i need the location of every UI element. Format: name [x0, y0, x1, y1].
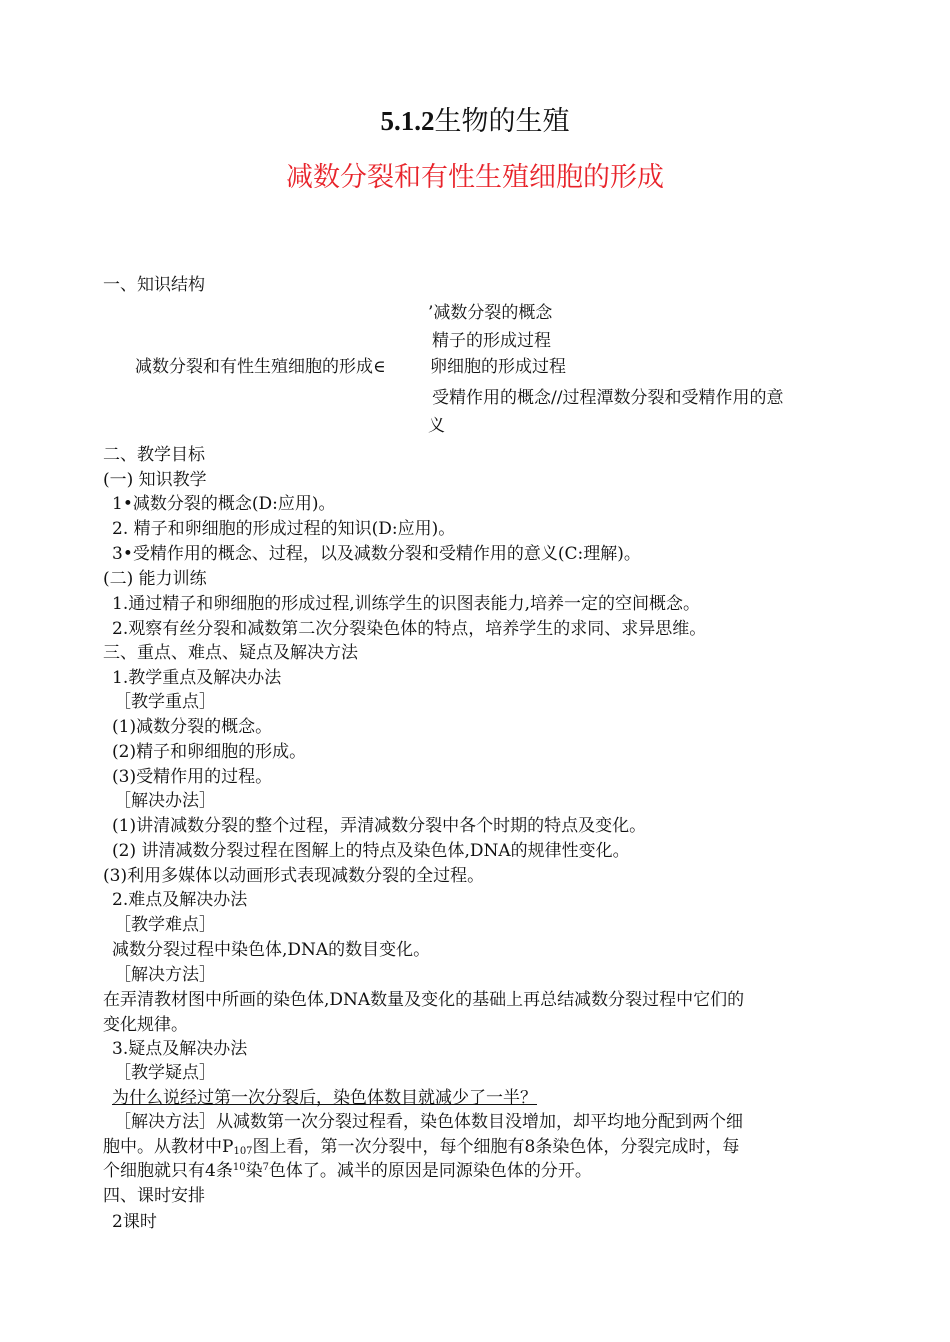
section4-content: 2课时: [112, 1212, 157, 1232]
section2-sub2-item-1: 1.通过精子和卵细胞的形成过程,训练学生的识图表能力,培养一定的空间概念。: [112, 594, 701, 614]
section3-p2-label-difficulty: ［教学难点］: [114, 915, 216, 935]
section3-p3-answer-line-1: ［解决方法］从减数第一次分裂过程看，染色体数目没增加，却平均地分配到两个细: [114, 1112, 743, 1132]
answer-text: 图上看，第一次分裂中，每个细胞有8条染色体，分裂完成时，每: [252, 1137, 740, 1157]
structure-item-4: 受精作用的概念//过程潭数分裂和受精作用的意: [432, 388, 784, 408]
section3-p2-label-solution: ［解决方法］: [114, 965, 216, 985]
answer-text: 色体了。减半的原因是同源染色体的分开。: [268, 1161, 592, 1181]
page-ref-subscript: 107: [233, 1146, 253, 1157]
section3-p3-answer-line-3: [103, 1159, 592, 1183]
title-text: 生物的生殖: [434, 106, 570, 137]
section3-p3-heading: 3.疑点及解决办法: [112, 1039, 248, 1059]
section2-sub2-heading: (二) 能力训练: [103, 569, 207, 589]
answer-text: 胞中。从教材中P: [103, 1137, 234, 1157]
page-subtitle: 减数分裂和有性生殖细胞的形成: [286, 162, 664, 193]
section3-heading: 三、重点、难点、疑点及解决方法: [103, 643, 358, 663]
section3-p2-heading: 2.难点及解决办法: [112, 890, 248, 910]
structure-item-4-cont: 义: [428, 416, 445, 436]
section3-p3-answer-line-2: [103, 1135, 739, 1159]
structure-item-1: ’减数分裂的概念: [428, 303, 553, 323]
superscript: 7: [262, 1162, 269, 1173]
answer-text: 染: [245, 1161, 263, 1181]
section3-p3-question: 为什么说经过第一次分裂后，染色体数目就减少了一半？: [112, 1088, 537, 1108]
structure-item-3: 卵细胞的形成过程: [430, 357, 566, 377]
section3-p1-point-2: (2)精子和卵细胞的形成。: [112, 742, 307, 762]
section2-sub1-item-1: 1•减数分裂的概念(D:应用)。: [112, 494, 336, 514]
section3-p1-point-3: (3)受精作用的过程。: [112, 767, 273, 787]
section3-p2-point: 减数分裂过程中染色体,DNA的数目变化。: [112, 940, 431, 960]
section4-heading: 四、课时安排: [103, 1186, 205, 1206]
section3-p2-solution-line-2: 变化规律。: [103, 1015, 188, 1035]
section2-sub1-heading: (一) 知识教学: [103, 470, 207, 490]
section3-p1-solution-3: (3)利用多媒体以动画形式表现减数分裂的全过程。: [103, 866, 485, 886]
section3-p1-heading: 1.教学重点及解决办法: [112, 668, 282, 688]
section3-p1-label-focus: ［教学重点］: [114, 692, 216, 712]
section3-p2-solution-line-1: 在弄清教材图中所画的染色体,DNA数量及变化的基础上再总结减数分裂过程中它们的: [103, 990, 745, 1010]
section2-sub2-item-2: 2.观察有丝分裂和减数第二次分裂染色体的特点，培养学生的求同、求异思维。: [112, 619, 707, 639]
section2-sub1-item-2: 2. 精子和卵细胞的形成过程的知识(D:应用)。: [112, 519, 456, 539]
section3-p1-label-solution: ［解决办法］: [114, 791, 216, 811]
section1-heading: 一、知识结构: [103, 275, 205, 295]
superscript: 10: [232, 1162, 246, 1173]
section2-sub1-item-3: 3•受精作用的概念、过程，以及减数分裂和受精作用的意义(C:理解)。: [112, 544, 641, 564]
page-title: [0, 103, 950, 140]
section3-p1-solution-1: (1)讲清减数分裂的整个过程，弄清减数分裂中各个时期的特点及变化。: [112, 816, 647, 836]
section2-heading: 二、教学目标: [103, 445, 205, 465]
structure-root: 减数分裂和有性生殖细胞的形成∈: [135, 357, 386, 377]
structure-item-2: 精子的形成过程: [432, 331, 551, 351]
answer-text: 个细胞就只有4条: [103, 1161, 233, 1181]
section3-p1-solution-2: (2) 讲清减数分裂过程在图解上的特点及染色体,DNA的规律性变化。: [112, 841, 630, 861]
section3-p3-label-doubt: ［教学疑点］: [114, 1063, 216, 1083]
section3-p1-point-1: (1)减数分裂的概念。: [112, 717, 273, 737]
title-number: 5.1.2: [380, 106, 435, 136]
